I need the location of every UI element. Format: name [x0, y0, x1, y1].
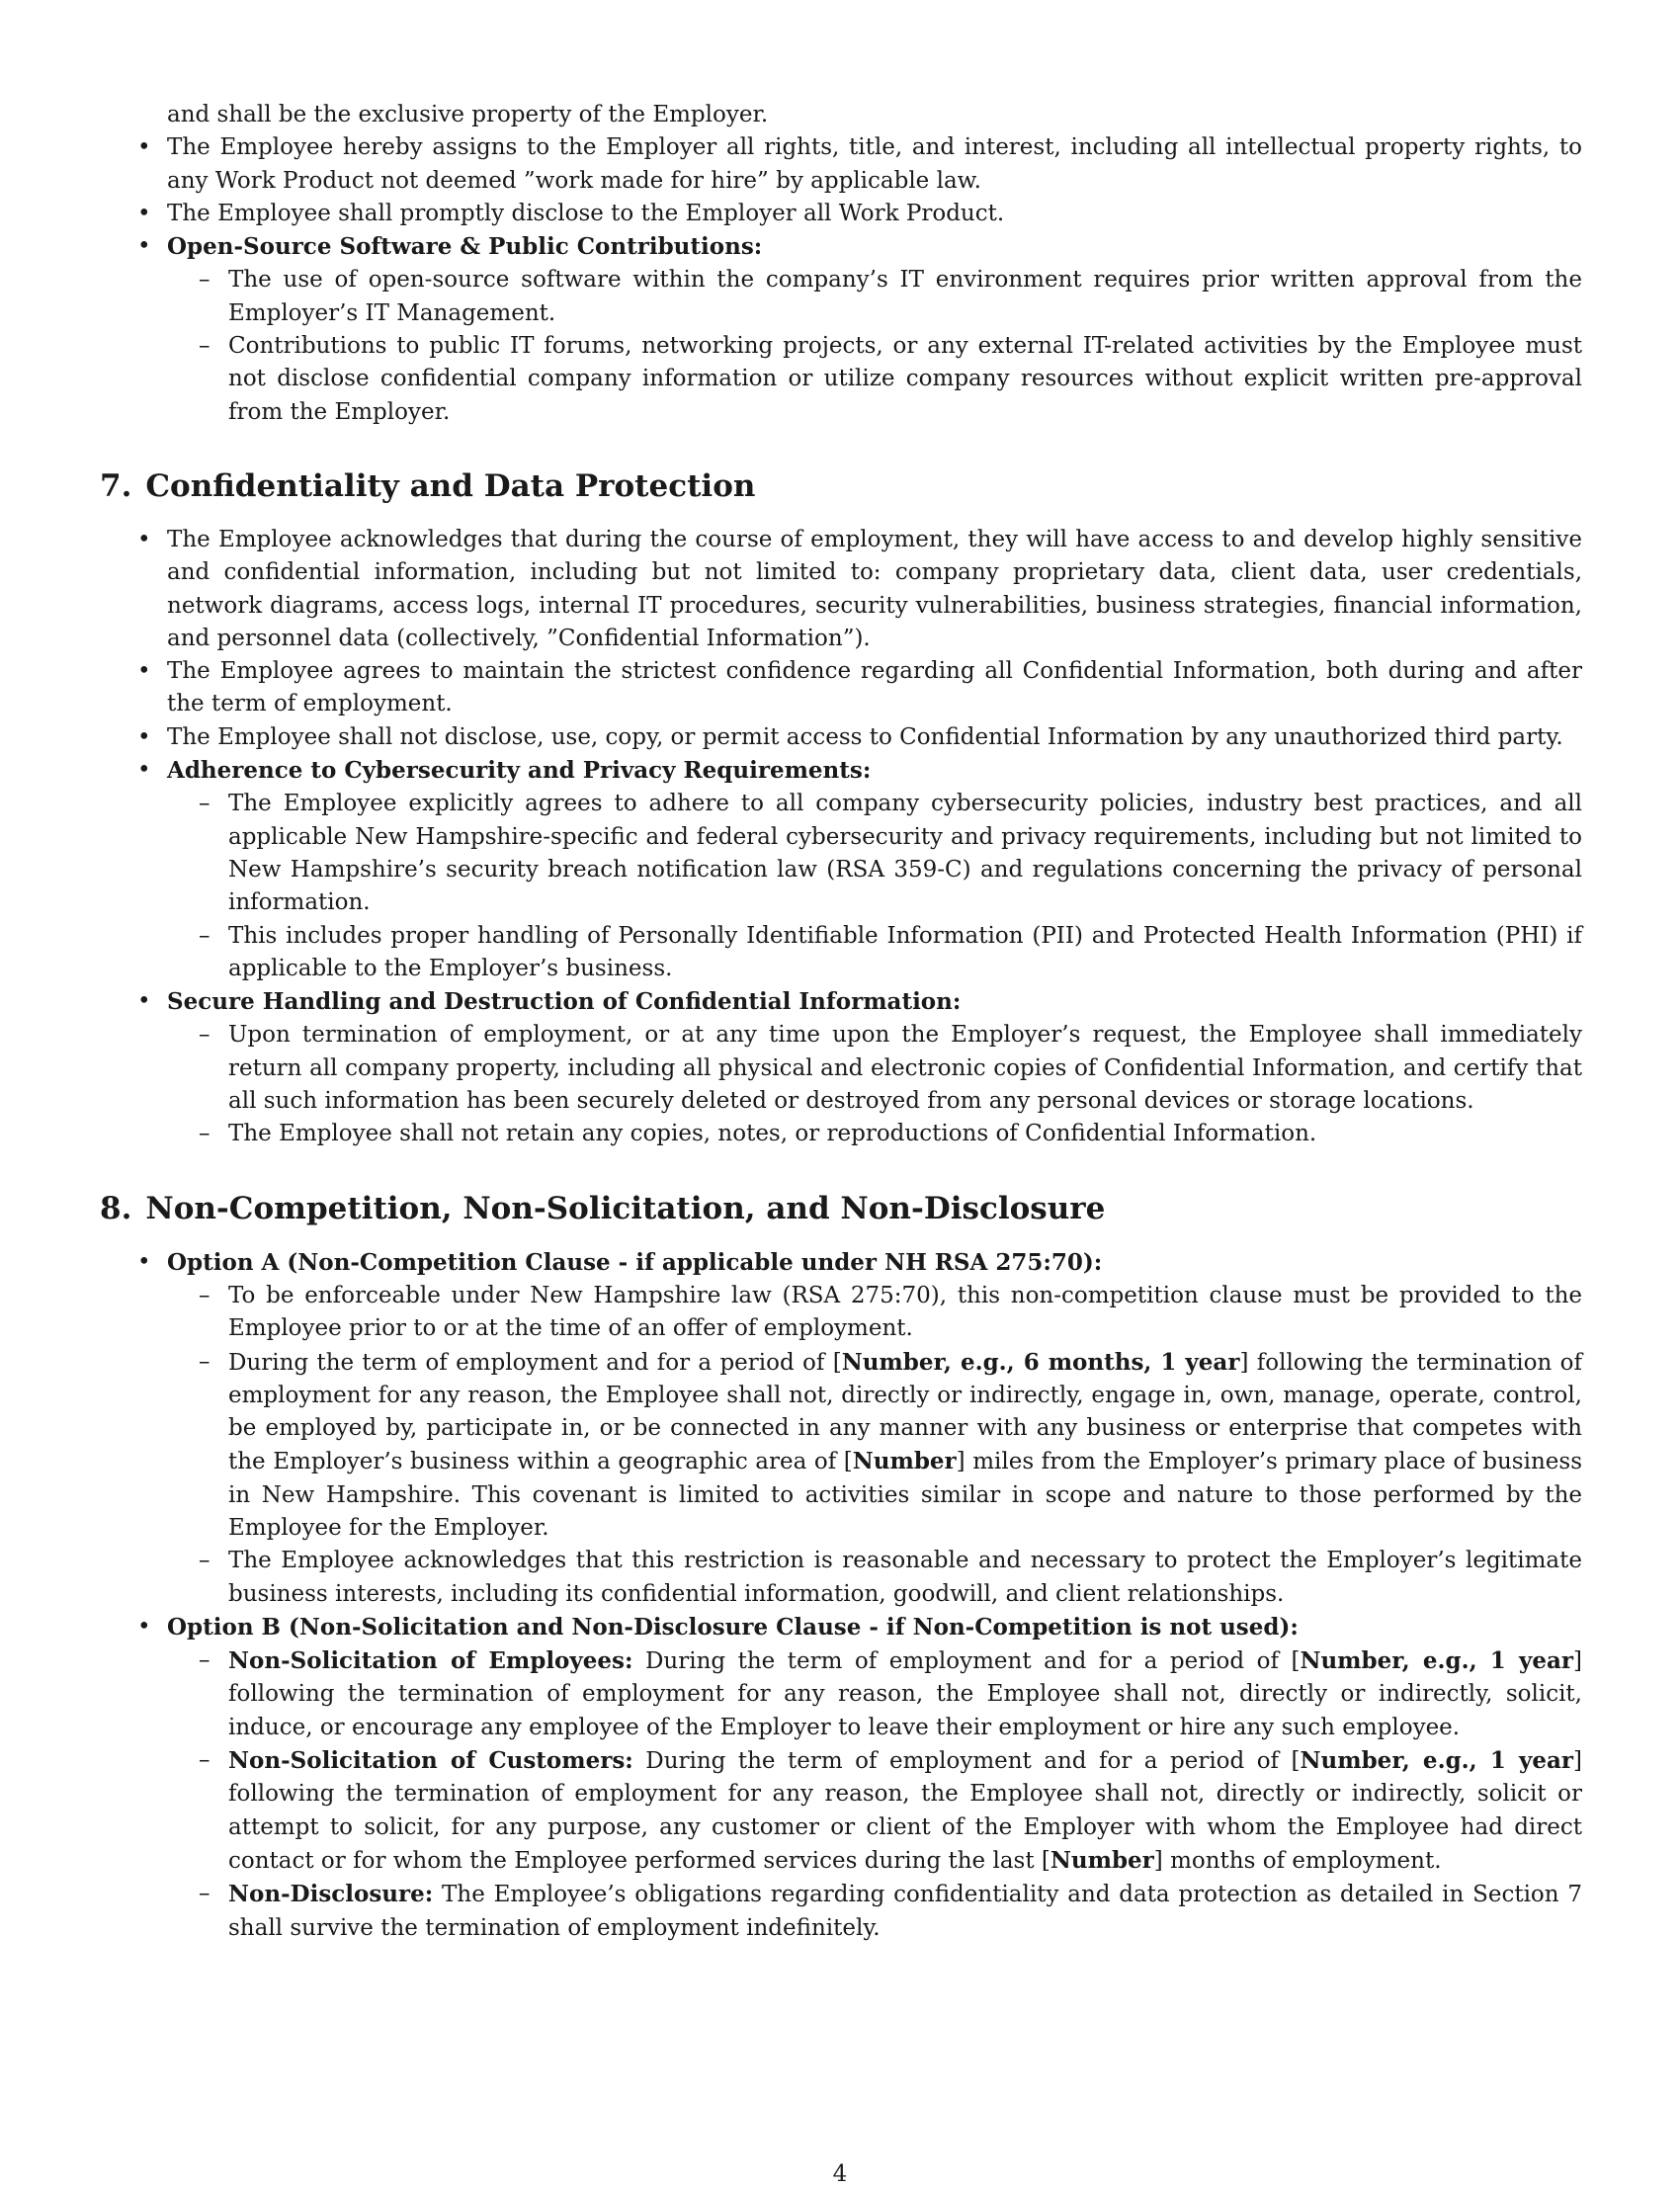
- sub-list-item: [228, 1346, 1582, 1546]
- placeholder-text: Number: [852, 1448, 957, 1475]
- cybersecurity-sublist: [167, 788, 1582, 985]
- sub-list-item: – The Employee shall not retain any copies, notes, or reproductions of Confidential Information.: [228, 1118, 1582, 1150]
- list-item: [167, 754, 1582, 985]
- sub-list-item: – The Employee explicitly agrees to adhere to all company cybersecurity policies, industry best practices, and all applicable New Hampshire-specific and federal cybersecurity and privacy requirements, including but not limited to New Hampshire’s security breach notification law (RSA 359-C) and regulations concerning the privacy of personal information.: [228, 788, 1582, 919]
- list-item: • The Employee agrees to maintain the strictest confidence regarding all Confidential Information, both during and after the term of employment.: [167, 655, 1582, 721]
- item-label: Non-Solicitation of Employees:: [228, 1647, 633, 1675]
- text: ] miles from the Employer’s primary place of business in New Hampshire. This covenant is limited to activities similar in scope and nature to those performed by the Employee for the Employer.: [228, 1449, 1582, 1541]
- section-number: 8.: [100, 1190, 132, 1226]
- text: During the term of employment and for a period of [: [228, 1349, 842, 1376]
- placeholder-text: Number, e.g., 1 year: [1300, 1747, 1574, 1775]
- secure-handling-sublist: [167, 1019, 1582, 1150]
- text: During the term of employment and for a period of [: [632, 1748, 1301, 1775]
- item-label: Non-Solicitation of Customers:: [228, 1747, 633, 1775]
- option-b-sublist: [167, 1644, 1582, 1945]
- section-7-heading: [100, 466, 1582, 506]
- text: The Employee’s obligations regarding confidentiality and data protection as detailed in Section 7 shall survive the termination of employment indefinitely.: [228, 1882, 1582, 1941]
- intro-list: [100, 131, 1582, 429]
- list-item: • The Employee shall not disclose, use, copy, or permit access to Confidential Information by any unauthorized third party.: [167, 721, 1582, 754]
- section-7-list: [100, 524, 1582, 1151]
- secure-handling-heading: Secure Handling and Destruction of Confidential Information:: [167, 988, 962, 1016]
- sub-list-item: [228, 1878, 1582, 1945]
- sub-list-item: – Upon termination of employment, or at any time upon the Employer’s request, the Employee shall immediately return all company property, including all physical and electronic copies of Confidential Information, and certify that all such information has been securely deleted or destroyed from any personal devices or storage locations.: [228, 1019, 1582, 1118]
- option-a-sublist: [167, 1280, 1582, 1611]
- list-item: • The Employee hereby assigns to the Employer all rights, title, and interest, including all intellectual property rights, to any Work Product not deemed ”work made for hire” by applicable law.: [167, 131, 1582, 198]
- list-item: [167, 1246, 1582, 1611]
- section-title: Confidentiality and Data Protection: [145, 467, 756, 504]
- placeholder-text: Number, e.g., 6 months, 1 year: [841, 1348, 1240, 1376]
- continuation-line: and shall be the exclusive property of the Employer.: [167, 102, 769, 127]
- text: ] following the termination of employment for any reason, the Employee shall not, directly or indirectly, solicit or attempt to solicit, for any purpose, any customer or client of the Employer with whom the Employee had direct contact or for whom the Employee performed services during the last [: [228, 1748, 1583, 1874]
- list-item: • The Employee shall promptly disclose to the Employer all Work Product.: [167, 198, 1582, 230]
- sub-list-item: [228, 1644, 1582, 1744]
- section-number: 7.: [100, 467, 132, 504]
- list-item: [167, 1611, 1582, 1945]
- sub-list-item: – To be enforceable under New Hampshire law (RSA 275:70), this non-competition clause must be provided to the Employee prior to or at the time of an offer of employment.: [228, 1280, 1582, 1346]
- section-8-list: [100, 1246, 1582, 1945]
- open-source-heading: Open-Source Software & Public Contributions:: [167, 233, 763, 261]
- section-8-heading: [100, 1189, 1582, 1228]
- list-item: • The Employee acknowledges that during the course of employment, they will have access to and develop highly sensitive and confidential information, including but not limited to: company proprietary data, client data, user credentials, network diagrams, access logs, internal IT procedures, security vulnerabilities, business strategies, financial information, and personnel data (collectively, ”Confidential Information”).: [167, 524, 1582, 655]
- sub-list-item: – This includes proper handling of Personally Identifiable Information (PII) and Protected Health Information (PHI) if applicable to the Employer’s business.: [228, 920, 1582, 986]
- list-item: [167, 230, 1582, 429]
- option-a-heading: Option A (Non-Competition Clause - if applicable under NH RSA 275:70):: [167, 1248, 1103, 1276]
- placeholder-text: Number: [1050, 1846, 1154, 1874]
- text: ] months of employment.: [1153, 1847, 1442, 1874]
- section-title: Non-Competition, Non-Solicitation, and Non-Disclosure: [145, 1190, 1106, 1226]
- cybersecurity-heading: Adherence to Cybersecurity and Privacy Requirements:: [167, 757, 872, 785]
- sub-list-item: [228, 1744, 1582, 1878]
- item-label: Non-Disclosure:: [228, 1881, 434, 1908]
- sub-list-item: – The Employee acknowledges that this restriction is reasonable and necessary to protect the Employer’s legitimate business interests, including its confidential information, goodwill, and client relationships.: [228, 1545, 1582, 1611]
- text: ] following the termination of employment for any reason, the Employee shall not, directly or indirectly, solicit, induce, or encourage any employee of the Employer to leave their employment or hire any such employee.: [228, 1648, 1582, 1740]
- open-source-sublist: [167, 264, 1582, 428]
- placeholder-text: Number, e.g., 1 year: [1300, 1647, 1574, 1675]
- page-number: 4: [832, 2161, 848, 2187]
- option-b-heading: Option B (Non-Solicitation and Non-Disclosure Clause - if Non-Competition is not used):: [167, 1613, 1299, 1641]
- list-item: [167, 985, 1582, 1150]
- document-page: [100, 99, 1582, 1945]
- text: ] following the termination of employment for any reason, the Employee shall not, directly or indirectly, engage in, own, manage, operate, control, be employed by, participate in, or be connected in any manner with any business or enterprise that competes with the Employer’s business within a geographic area of [: [228, 1349, 1583, 1475]
- sub-list-item: – Contributions to public IT forums, networking projects, or any external IT-related activities by the Employee must not disclose confidential company information or utilize company resources without explicit written pre-approval from the Employer.: [228, 330, 1582, 429]
- sub-list-item: – The use of open-source software within the company’s IT environment requires prior written approval from the Employer’s IT Management.: [228, 264, 1582, 330]
- text: During the term of employment and for a period of [: [632, 1648, 1301, 1675]
